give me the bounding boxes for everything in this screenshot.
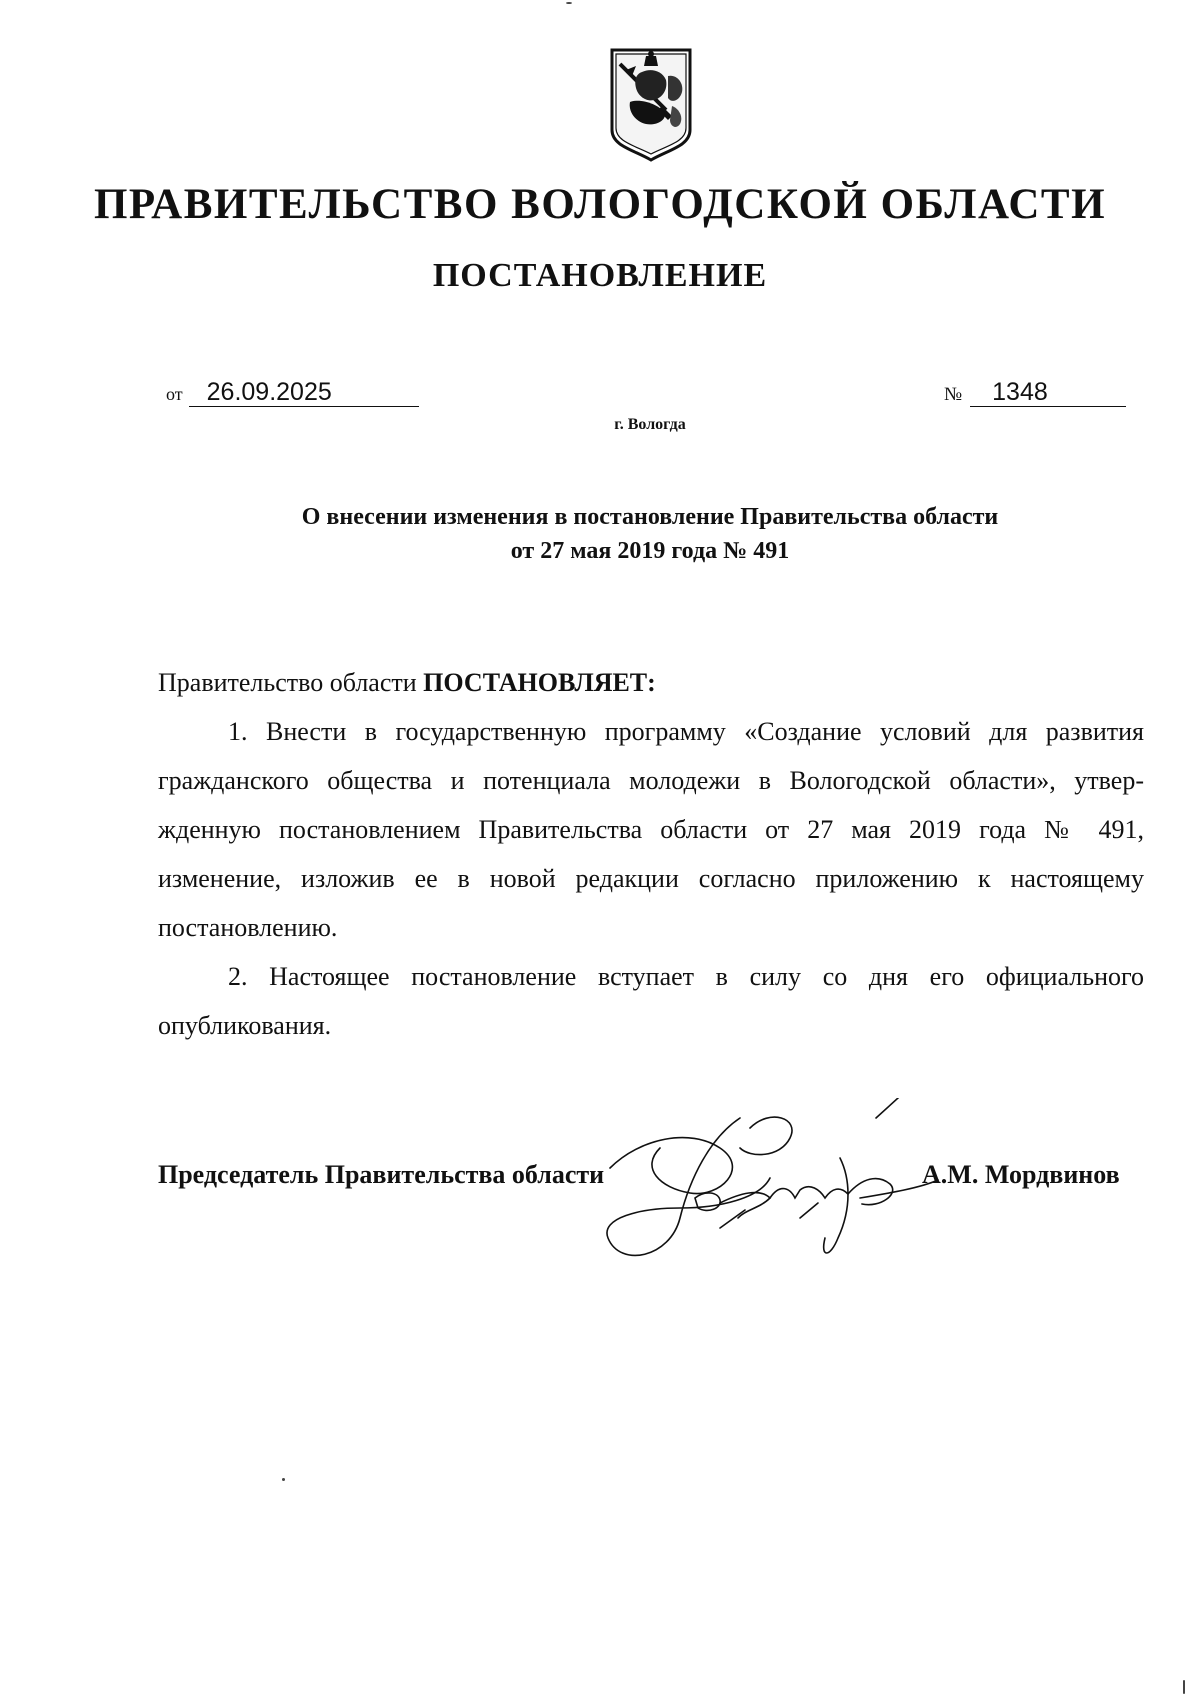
scan-artifact bbox=[566, 2, 572, 4]
preamble-text: Правительство области bbox=[158, 668, 417, 697]
signer-name: А.М. Мордвинов bbox=[922, 1160, 1120, 1189]
government-name-heading: ПРАВИТЕЛЬСТВО ВОЛОГОДСКОЙ ОБЛАСТИ bbox=[93, 181, 1107, 228]
document-subject bbox=[0, 500, 1200, 568]
date-prefix: от bbox=[166, 384, 183, 404]
handwritten-signature bbox=[600, 1098, 940, 1278]
subject-line-1: О внесении изменения в постановление Правительства области bbox=[301, 504, 999, 530]
document-number: 1348 bbox=[970, 378, 1126, 407]
resolution-item-2: 2. Настоящее постановление вступает в силу со дня его официального опубликования. bbox=[158, 962, 1144, 1040]
scan-artifact bbox=[1183, 1680, 1185, 1694]
preamble-paragraph bbox=[158, 658, 1144, 707]
document-date: 26.09.2025 bbox=[189, 378, 419, 407]
number-prefix: № bbox=[944, 384, 963, 405]
resolution-item-1: 1. Внести в государственную программу «Создание условий для развития гражданского общества и потенциала молодежи в Вологодской области», утвер-жденную постановлением Правительства области от 27 мая 2019 года № 491, изменение, изложив ее в новой редакции согласно приложению к настоящему постановлению. bbox=[158, 717, 1144, 942]
document-type-heading: ПОСТАНОВЛЕНИЕ bbox=[432, 257, 768, 294]
number-field bbox=[944, 378, 1126, 407]
date-field bbox=[166, 378, 419, 407]
coat-of-arms-emblem bbox=[606, 46, 696, 164]
issuing-city: г. Вологда bbox=[614, 416, 686, 433]
decree-word: ПОСТАНОВЛЯЕТ: bbox=[423, 668, 656, 697]
document-body bbox=[158, 658, 1144, 1050]
subject-line-2: от 27 мая 2019 года № 491 bbox=[510, 538, 790, 564]
scan-artifact bbox=[282, 1478, 285, 1481]
signer-position: Председатель Правительства области bbox=[158, 1160, 605, 1189]
